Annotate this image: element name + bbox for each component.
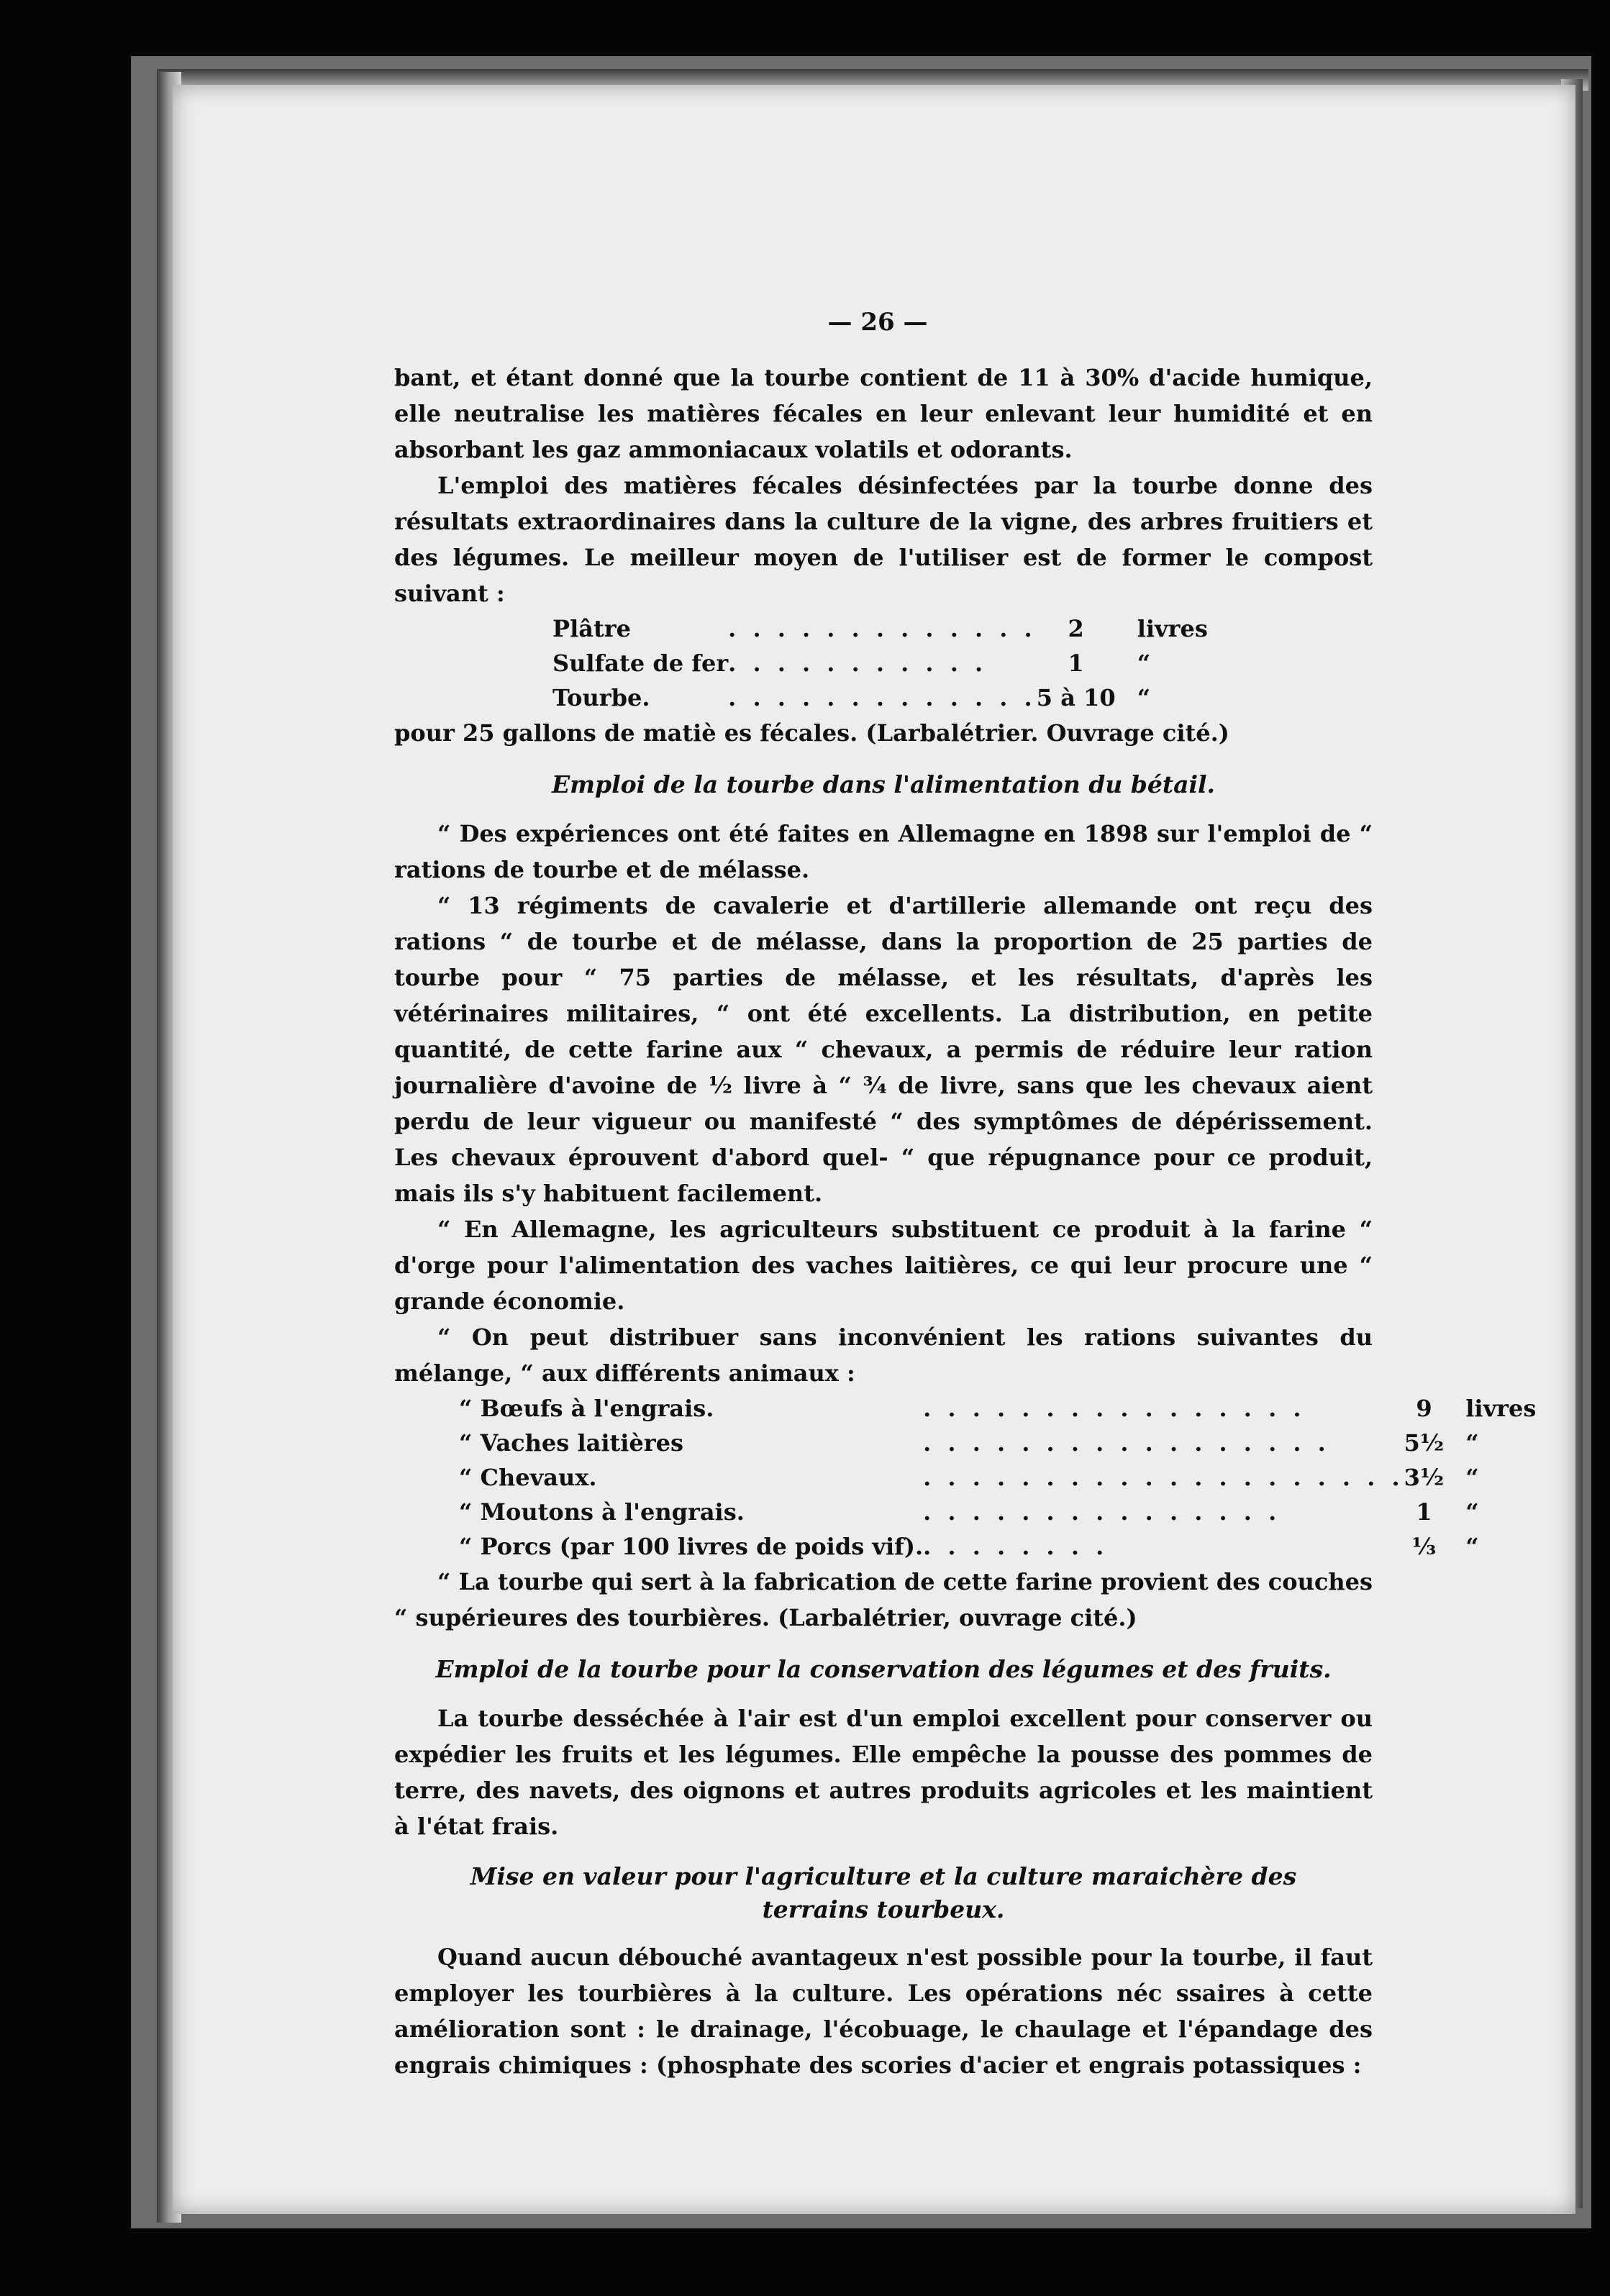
- ration-unit: “: [1465, 1498, 1479, 1526]
- section-heading-agriculture-line2: terrains tourbeux.: [762, 1895, 1005, 1923]
- quote-paragraph-3: “ En Allemagne, les agriculteurs substituent ce produit à la farine “ d'orge pour l'alimentation des vaches laitières, ce qui leur procure une “ grande économie.: [394, 1216, 1373, 1315]
- ration-qty: 3½: [1404, 1464, 1445, 1491]
- paragraph-2: L'emploi des matières fécales désinfectées par la tourbe donne des résultats extraordinaires dans la culture de la vigne, des arbres fruitiers et des légumes. Le meilleur moyen de l'utiliser est de former le compost suivant :: [394, 472, 1373, 607]
- ration-row: [459, 1391, 1536, 1426]
- section-heading-feed: Emploi de la tourbe dans l'alimentation du bétail.: [551, 770, 1216, 798]
- compost-row: [552, 611, 1208, 646]
- ration-unit: “: [1465, 1464, 1479, 1491]
- section-heading-agriculture: [394, 1860, 1373, 1926]
- ration-animal: “ Moutons à l'engrais.: [459, 1498, 745, 1526]
- compost-table: [552, 611, 1208, 715]
- compost-qty: 5 à 10: [1036, 684, 1116, 711]
- paragraph-3: La tourbe desséchée à l'air est d'un emploi excellent pour conserver ou expédier les fruits et les légumes. Elle empêche la pousse des pommes de terre, des navets, des oignons et autres produits agricoles et les maintient à l'état frais.: [394, 1705, 1373, 1840]
- ration-row: [459, 1529, 1536, 1564]
- leader-dots: . . . . . . . . . . . . . . . .: [923, 1395, 1306, 1422]
- ration-animal: “ Vaches laitières: [459, 1429, 684, 1457]
- compost-unit: “: [1137, 684, 1151, 711]
- page-number: — 26 —: [827, 308, 928, 337]
- ration-animal: “ Bœufs à l'engrais.: [459, 1395, 714, 1422]
- compost-qty: 1: [1068, 650, 1084, 677]
- page-content: [394, 360, 1537, 2083]
- rations-table: [459, 1391, 1536, 1564]
- ration-animal: “ Chevaux.: [459, 1464, 597, 1491]
- ration-unit: “: [1465, 1533, 1479, 1560]
- paragraph-4: Quand aucun débouché avantageux n'est possible pour la tourbe, il faut employer les tourbières à la culture. Les opérations néc ssaires à cette amélioration sont : le drainage, l'écobuage, le chaulage et l'épandage des engrais chimiques : (phosphate des scories d'acier et engrais potassiques :: [394, 1944, 1373, 2079]
- section-heading-agriculture-line1: Mise en valeur pour l'agriculture et la culture maraichère des: [470, 1862, 1297, 1890]
- quote-paragraph-4: “ On peut distribuer sans inconvénient les rations suivantes du mélange, “ aux différents animaux :: [394, 1324, 1373, 1387]
- ration-row: [459, 1426, 1536, 1460]
- compost-label: Tourbe.: [552, 684, 650, 711]
- compost-label: Plâtre: [552, 615, 631, 642]
- leader-dots: . . . . . . . . . . . . . . . . . . . .: [923, 1464, 1404, 1491]
- leader-dots: . . . . . . . .: [923, 1533, 1109, 1560]
- compost-label: Sulfate de fer: [552, 650, 729, 677]
- ration-row: [459, 1495, 1536, 1529]
- ration-unit: livres: [1465, 1395, 1537, 1422]
- leader-dots: . . . . . . . . . . . . . . .: [923, 1498, 1281, 1526]
- paragraph-1: bant, et étant donné que la tourbe contient de 11 à 30% d'acide humique, elle neutralise les matières fécales en leur enlevant leur humidité et en absorbant les gaz ammoniacaux volatils et odorants.: [394, 364, 1373, 463]
- ration-unit: “: [1465, 1429, 1479, 1457]
- quote-paragraph-1: “ Des expériences ont été faites en Allemagne en 1898 sur l'emploi de “ rations de tourbe et de mélasse.: [394, 820, 1373, 883]
- ration-qty: ⅓: [1411, 1533, 1436, 1560]
- quote-paragraph-2: “ 13 régiments de cavalerie et d'artillerie allemande ont reçu des rations “ de tourbe et de mélasse, dans la proportion de 25 parties de tourbe pour “ 75 parties de mélasse, et les résultats, d'après les vétérinaires militaires, “ ont été excellents. La distribution, en petite quantité, de cette farine aux “ chevaux, a permis de réduire leur ration journalière d'avoine de ½ livre à “ ¾ de livre, sans que les chevaux aient perdu de leur vigueur ou manifesté “ des symptômes de dépérissement. Les chevaux éprouvent d'abord quel- “ que répugnance pour ce produit, mais ils s'y habituent facilement.: [394, 892, 1373, 1207]
- leader-dots: . . . . . . . . . . . . .: [728, 615, 1037, 642]
- quote-paragraph-5: “ La tourbe qui sert à la fabrication de cette farine provient des couches “ supérieures des tourbières. (Larbalétrier, ouvrage cité.): [394, 1568, 1373, 1631]
- compost-qty: 2: [1068, 615, 1084, 642]
- section-heading-conservation: Emploi de la tourbe pour la conservation des légumes et des fruits.: [435, 1655, 1332, 1683]
- ration-qty: 9: [1416, 1395, 1432, 1422]
- compost-unit: livres: [1137, 615, 1208, 642]
- leader-dots: . . . . . . . . . . . . .: [728, 684, 1037, 711]
- compost-note: pour 25 gallons de matiè es fécales. (Larbalétrier. Ouvrage cité.): [394, 719, 1229, 747]
- compost-row: [552, 680, 1208, 715]
- leader-dots: . . . . . . . . . . .: [728, 650, 988, 677]
- compost-row: [552, 646, 1208, 680]
- ration-row: [459, 1460, 1536, 1495]
- ration-animal: “ Porcs (par 100 livres de poids vif).: [459, 1533, 924, 1560]
- leader-dots: . . . . . . . . . . . . . . . . .: [923, 1429, 1330, 1457]
- ration-qty: 5½: [1404, 1429, 1445, 1457]
- ration-qty: 1: [1416, 1498, 1432, 1526]
- compost-unit: “: [1137, 650, 1151, 677]
